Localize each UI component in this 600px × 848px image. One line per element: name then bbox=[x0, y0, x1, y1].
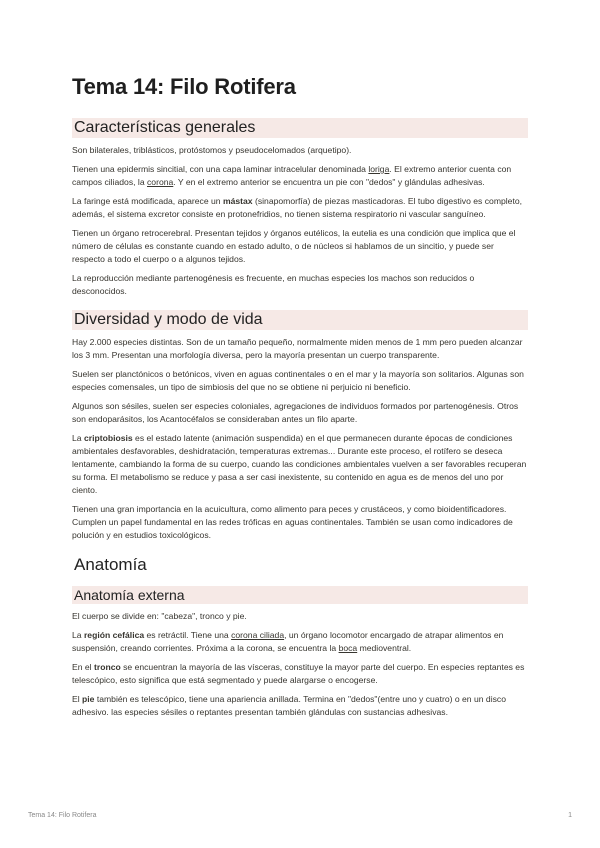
subsection-heading: Anatomía externa bbox=[72, 586, 528, 604]
page-number: 1 bbox=[568, 812, 572, 819]
paragraph: La faringe está modificada, aparece un mástax (sinapomorfía) de piezas masticadoras. El tubo digestivo es completo, además, el sistema excretor consiste en protonefridios, no tienen sistema respiratorio ni vascular sanguíneo. bbox=[72, 196, 522, 219]
link-loriga[interactable]: loriga bbox=[368, 164, 390, 174]
term-criptobiosis: criptobiosis bbox=[83, 433, 133, 443]
page-footer bbox=[28, 812, 572, 819]
term-pie: pie bbox=[82, 694, 95, 704]
paragraph: El cuerpo se divide en: "cabeza", tronco y pie. bbox=[72, 611, 247, 621]
paragraph: En el tronco se encuentran la mayoría de las vísceras, constituye la mayor parte del cuerpo. En especies reptantes es telescópico, esto significa que está segmentado y puede alargarse o encogerse. bbox=[72, 662, 525, 685]
section-caracteristicas bbox=[72, 118, 528, 298]
section-heading: Diversidad y modo de vida bbox=[72, 310, 528, 330]
paragraph: Tienen un órgano retrocerebral. Presentan tejidos y órganos eutélicos, la eutelia es una condición que implica que el número de células es constante cuando en estado adulto, o de núcleos si hablamos de un sincitio, y puede ser respecto a todo el cuerpo o a algunos tejidos. bbox=[72, 228, 516, 264]
link-corona[interactable]: corona bbox=[147, 177, 174, 187]
footer-title: Tema 14: Filo Rotifera bbox=[28, 812, 97, 819]
paragraph: Suelen ser planctónicos o betónicos, viven en aguas continentales o en el mar y la mayoría son solitarios. Algunas son especies comensales, un tipo de simbiosis del que no se obtiene ni perjuicio ni beneficio. bbox=[72, 369, 524, 392]
term-mastax: mástax bbox=[222, 196, 253, 206]
link-boca[interactable]: boca bbox=[338, 643, 358, 653]
paragraph: Son bilaterales, triblásticos, protóstomos y pseudocelomados (arquetipo). bbox=[72, 145, 352, 155]
paragraph: La criptobiosis es el estado latente (animación suspendida) en el que permanecen durante épocas de condiciones ambientales desfavorables, deshidratación, temperaturas extremas... Durante este proceso, el rotífero se deseca lentamente, cambiando la forma de su cuerpo, cuando las condiciones ambientales vuelven a ser favorables recuperan su forma. El metabolismo se reduce y pasa a ser casi inexistente, su contenido en agua es de menos del uno por ciento. bbox=[72, 433, 527, 495]
paragraph: La reproducción mediante partenogénesis es frecuente, en muchas especies los machos son reducidos o desconocidos. bbox=[72, 273, 475, 296]
section-anatomia bbox=[72, 554, 528, 719]
paragraph: Algunos son sésiles, suelen ser especies coloniales, agregaciones de individuos formados por partenogénesis. Otros son endoparásitos, los Acantocéfalos se consideraban antes un filo aparte. bbox=[72, 401, 519, 424]
document-page bbox=[72, 60, 528, 731]
section-heading: Anatomía bbox=[74, 555, 147, 574]
section-diversidad bbox=[72, 310, 528, 542]
term-tronco: tronco bbox=[93, 662, 121, 672]
term-region-cefalica: región cefálica bbox=[83, 630, 145, 640]
paragraph: El pie también es telescópico, tiene una apariencia anillada. Termina en "dedos"(entre uno y cuatro) o en un disco adhesivo. las especies sésiles o reptantes presentan también glándulas con sustancias adhesivas. bbox=[72, 694, 506, 717]
page-title: Tema 14: Filo Rotifera bbox=[72, 74, 296, 99]
paragraph: La región cefálica es retráctil. Tiene una corona ciliada, un órgano locomotor encargado de atrapar alimentos en suspensión, creando corrientes. Próxima a la corona, se encuentra la boca medioventral. bbox=[72, 630, 504, 653]
paragraph: Tienen una epidermis sincitial, con una capa laminar intracelular denominada loriga. El extremo anterior cuenta con campos ciliados, la corona. Y en el extremo anterior se encuentra un pie con "dedos" y glándulas adhesivas. bbox=[72, 164, 512, 187]
paragraph: Hay 2.000 especies distintas. Son de un tamaño pequeño, normalmente miden menos de 1 mm pero pueden alcanzar los 3 mm. Presentan una morfología diversa, pero la mayoría presentan un cuerpo transparente. bbox=[72, 337, 523, 360]
section-heading: Características generales bbox=[72, 118, 528, 138]
paragraph: Tienen una gran importancia en la acuicultura, como alimento para peces y crustáceos, y como bioidentificadores. Cumplen un papel fundamental en las redes tróficas en aguas continentales. También se usan como indicadores de polución y en estudios toxicológicos. bbox=[72, 504, 513, 540]
link-corona-ciliada[interactable]: corona ciliada bbox=[231, 630, 285, 640]
